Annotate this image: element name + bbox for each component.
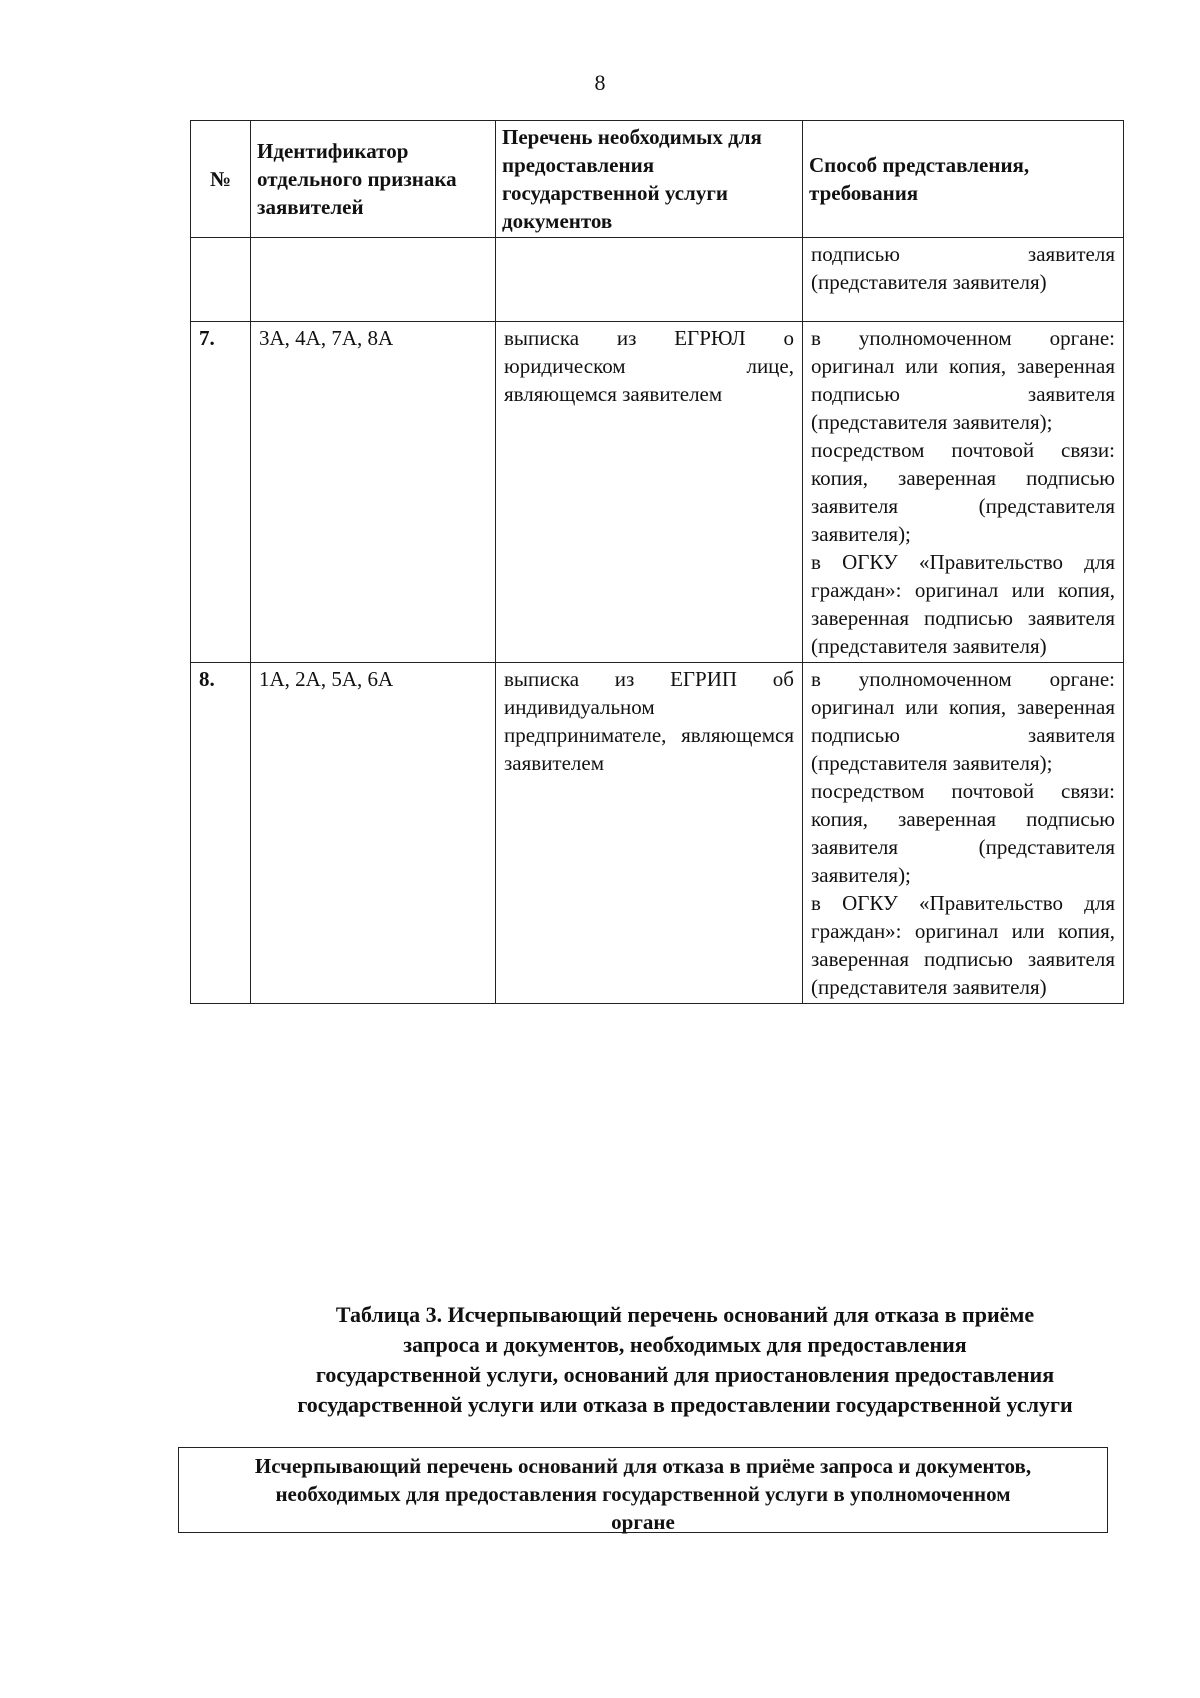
- boxed-heading-line: Исчерпывающий перечень оснований для отказа в приёме запроса и документов,: [254, 1454, 1032, 1478]
- header-num: №: [191, 121, 251, 238]
- table-row: [191, 322, 1124, 663]
- caption-line: Таблица 3. Исчерпывающий перечень оснований для отказа в приёме: [335, 1302, 1035, 1327]
- table-row: [191, 663, 1124, 1004]
- row-documents: выписка из ЕГРИП об индивидуальном предпринимателе, являющемся заявителем: [496, 663, 803, 1004]
- row-documents: выписка из ЕГРЮЛ о юридическом лице, являющемся заявителем: [496, 322, 803, 663]
- page-number: 8: [594, 70, 606, 95]
- row-identifier: 3А, 4А, 7А, 8А: [251, 322, 496, 663]
- boxed-heading-line: органе: [611, 1510, 675, 1534]
- row-method: [803, 663, 1124, 1004]
- table3-caption: [220, 1300, 1150, 1420]
- caption-line: запроса и документов, необходимых для предоставления: [403, 1332, 967, 1357]
- boxed-heading-line: необходимых для предоставления государственной услуги в уполномоченном: [275, 1482, 1011, 1506]
- method-item: в ОГКУ «Правительство для граждан»: оригинал или копия, заверенная подписью заявителя (представителя заявителя): [811, 891, 1115, 999]
- header-method: Способ представления, требования: [803, 121, 1124, 238]
- method-item: в ОГКУ «Правительство для граждан»: оригинал или копия, заверенная подписью заявителя (представителя заявителя): [811, 550, 1115, 658]
- row-method: [803, 322, 1124, 663]
- method-item: посредством почтовой связи: копия, заверенная подписью заявителя (представителя заявителя);: [811, 779, 1115, 887]
- continuation-identifier-cell: [251, 238, 496, 322]
- method-item: в уполномоченном органе: оригинал или копия, заверенная подписью заявителя (представителя заявителя);: [811, 667, 1115, 775]
- boxed-heading: [178, 1447, 1108, 1533]
- caption-line: государственной услуги или отказа в предоставлении государственной услуги: [297, 1392, 1073, 1417]
- table-header-row: [191, 121, 1124, 238]
- row-num: 7.: [191, 322, 251, 663]
- row-identifier: 1А, 2А, 5А, 6А: [251, 663, 496, 1004]
- continuation-num-cell: [191, 238, 251, 322]
- row-num: 8.: [191, 663, 251, 1004]
- header-documents: Перечень необходимых для предоставления государственной услуги документов: [496, 121, 803, 238]
- caption-line: государственной услуги, оснований для приостановления предоставления: [315, 1362, 1055, 1387]
- continuation-documents-cell: [496, 238, 803, 322]
- table-row-continuation: [191, 238, 1124, 322]
- header-identifier: Идентификатор отдельного признака заявителей: [251, 121, 496, 238]
- continuation-method-cell: подписью заявителя (представителя заявителя): [803, 238, 1124, 322]
- documents-table: [190, 120, 1124, 1004]
- method-item: посредством почтовой связи: копия, заверенная подписью заявителя (представителя заявителя);: [811, 438, 1115, 546]
- method-item: в уполномоченном органе: оригинал или копия, заверенная подписью заявителя (представителя заявителя);: [811, 326, 1115, 434]
